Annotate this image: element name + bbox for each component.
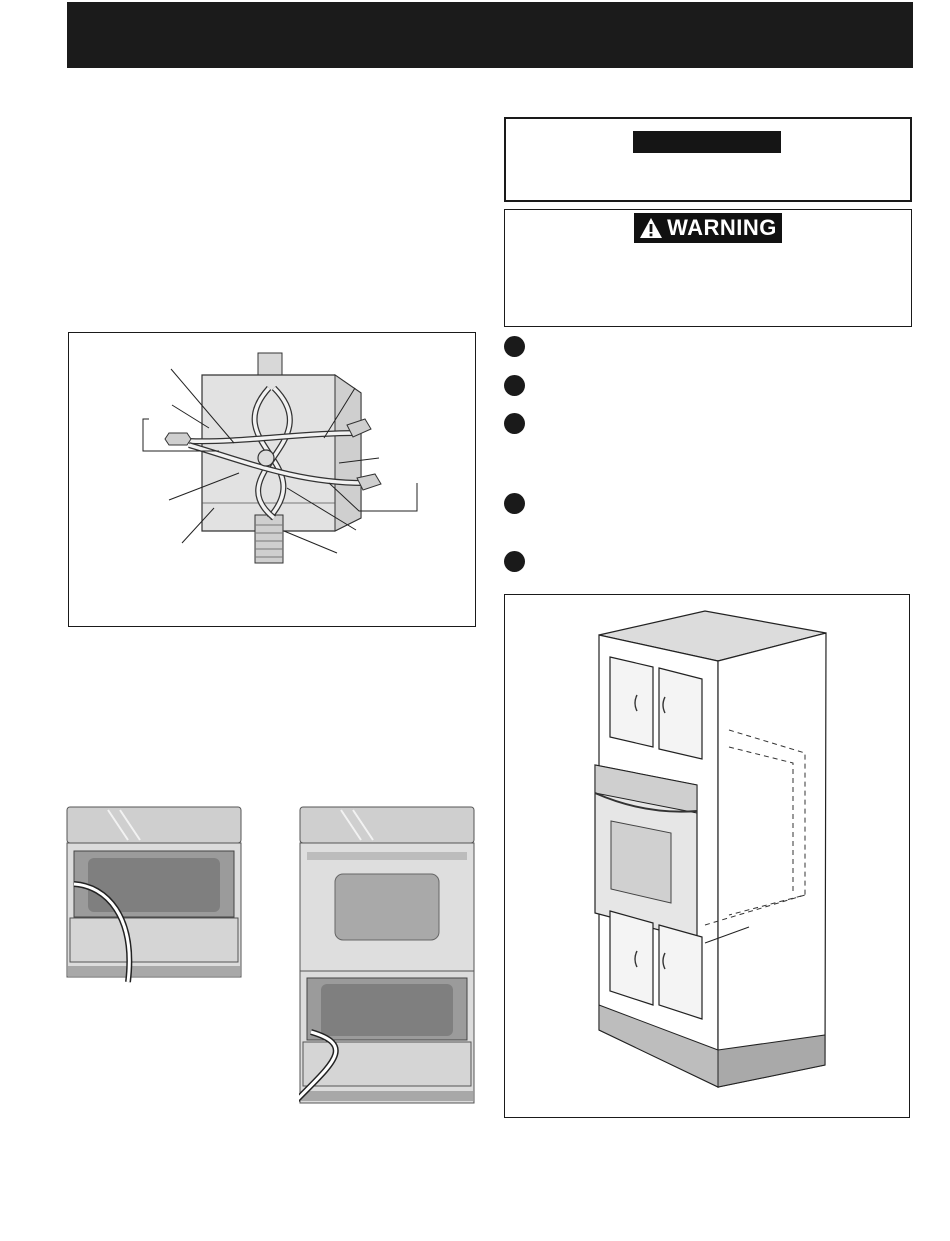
step-bullet-5	[504, 551, 525, 572]
wire-nut-left-icon	[165, 433, 191, 445]
warning-badge	[634, 213, 782, 243]
double-oven-illustration	[299, 806, 477, 1108]
step-bullet-3	[504, 413, 525, 434]
wiring-diagram-figure	[68, 332, 476, 627]
cabinet-installation-figure	[504, 594, 910, 1118]
step-bullet-2	[504, 375, 525, 396]
junction-box-wiring-illustration	[69, 333, 474, 625]
wall-oven-cabinet-illustration	[505, 595, 908, 1116]
caution-label	[633, 131, 781, 153]
caution-notice-box	[504, 117, 912, 202]
step-bullet-4	[504, 493, 525, 514]
page-header-bar	[67, 2, 913, 68]
single-oven-illustration	[66, 806, 244, 984]
warning-notice-box	[504, 209, 912, 327]
warning-triangle-icon	[639, 217, 663, 239]
warning-label: WARNING	[667, 215, 777, 240]
step-bullet-1	[504, 336, 525, 357]
